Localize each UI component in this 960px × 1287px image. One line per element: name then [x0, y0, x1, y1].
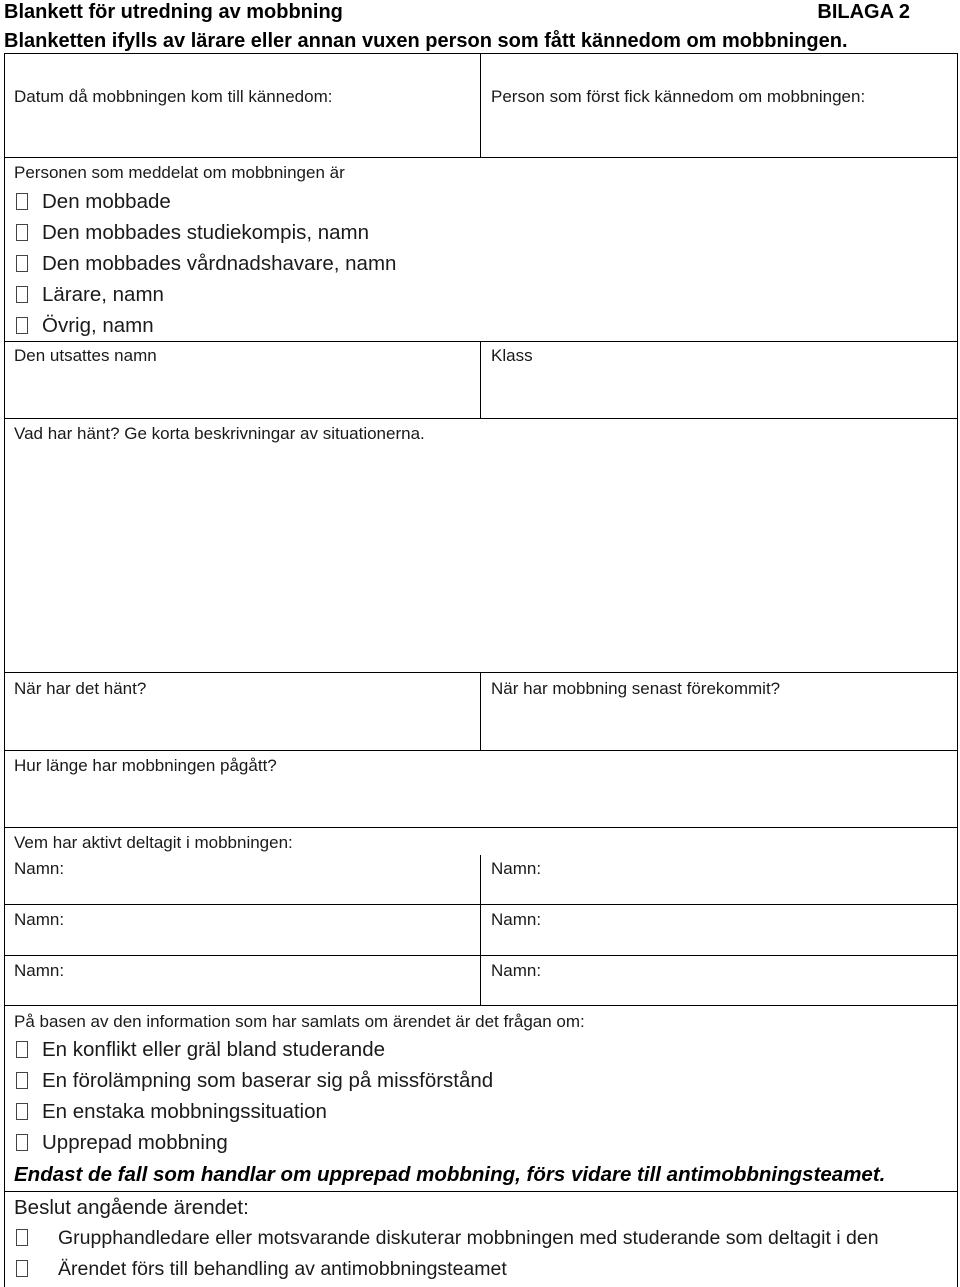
assessment-option-konflikt[interactable]: [16, 1037, 385, 1063]
col-divider-row1: [480, 53, 481, 158]
option-label: En konflikt eller gräl bland studerande: [42, 1038, 386, 1061]
participant-name-label: Namn:: [491, 961, 542, 980]
names-divider-1: [4, 904, 958, 905]
date-known-label: Datum då mobbningen kom till kännedom:: [14, 87, 333, 106]
reporter-option-larare[interactable]: [16, 282, 164, 308]
checkbox[interactable]: [16, 1134, 28, 1151]
when-happened-label: När har det hänt?: [14, 679, 147, 698]
assessment-heading: På basen av den information som har samlats om ärendet är det frågan om:: [14, 1012, 585, 1031]
assessment-option-forolampning[interactable]: [16, 1068, 493, 1094]
decision-option-grupphandledare[interactable]: [16, 1225, 879, 1251]
checkbox[interactable]: [16, 1260, 28, 1277]
option-label: Övrig, namn: [42, 314, 154, 337]
checkbox[interactable]: [16, 255, 28, 272]
participant-name-label: Namn:: [491, 859, 542, 878]
row-divider-6: [4, 827, 958, 828]
assessment-option-enstaka[interactable]: [16, 1099, 327, 1125]
appendix-label: BILAGA 2: [817, 1, 910, 23]
row-divider-3: [4, 418, 958, 419]
form-title: Blankett för utredning av mobbning: [4, 1, 343, 23]
assessment-option-upprepad[interactable]: [16, 1130, 228, 1156]
class-label: Klass: [491, 346, 533, 365]
last-occurrence-label: När har mobbning senast förekommit?: [491, 679, 781, 698]
checkbox[interactable]: [16, 1041, 28, 1058]
checkbox[interactable]: [16, 1072, 28, 1089]
reporter-option-vardnadshavare[interactable]: [16, 251, 396, 277]
option-label: En enstaka mobbningssituation: [42, 1100, 327, 1123]
row-divider-4: [4, 672, 958, 673]
what-happened-label: Vad har hänt? Ge korta beskrivningar av situationerna.: [14, 424, 425, 443]
reporter-option-mobbade[interactable]: [16, 189, 171, 215]
table-border-right: [957, 53, 958, 1287]
decision-heading: Beslut angående ärendet:: [14, 1196, 249, 1219]
checkbox[interactable]: [16, 1229, 28, 1246]
option-label: Upprepad mobbning: [42, 1131, 228, 1154]
names-divider-2: [4, 955, 958, 956]
assessment-note: Endast de fall som handlar om upprepad mobbning, förs vidare till antimobbningsteamet.: [14, 1163, 886, 1186]
decision-option-antimobbningsteam[interactable]: [16, 1256, 507, 1282]
option-label: Lärare, namn: [42, 283, 164, 306]
col-divider-victim: [480, 341, 481, 419]
participant-name-label: Namn:: [14, 859, 65, 878]
option-label: Den mobbade: [42, 190, 171, 213]
participant-name-label: Namn:: [491, 910, 542, 929]
participant-name-label: Namn:: [14, 961, 65, 980]
row-divider-7: [4, 1005, 958, 1006]
row-divider-2: [4, 341, 958, 342]
checkbox[interactable]: [16, 286, 28, 303]
col-divider-when: [480, 672, 481, 750]
participant-name-label: Namn:: [14, 910, 65, 929]
option-label: En förolämpning som baserar sig på missförstånd: [42, 1069, 494, 1092]
table-border-top: [4, 53, 958, 54]
option-label: Den mobbades vårdnadshavare, namn: [42, 252, 397, 275]
row-divider-1: [4, 157, 958, 158]
first-person-label: Person som först fick kännedom om mobbningen:: [491, 87, 866, 106]
checkbox[interactable]: [16, 224, 28, 241]
checkbox[interactable]: [16, 193, 28, 210]
reporter-heading: Personen som meddelat om mobbningen är: [14, 163, 345, 182]
participants-heading: Vem har aktivt deltagit i mobbningen:: [14, 833, 293, 852]
option-label: Ärendet förs till behandling av antimobbningsteamet: [58, 1258, 507, 1280]
table-border-left: [4, 53, 5, 1287]
option-label: Grupphandledare eller motsvarande diskuterar mobbningen med studerande som deltagit i den: [58, 1227, 879, 1249]
col-divider-names: [480, 855, 481, 1005]
option-label: Den mobbades studiekompis, namn: [42, 221, 370, 244]
form-subtitle: Blanketten ifylls av lärare eller annan vuxen person som fått kännedom om mobbningen.: [4, 30, 848, 52]
checkbox[interactable]: [16, 317, 28, 334]
checkbox[interactable]: [16, 1103, 28, 1120]
row-divider-8: [4, 1191, 958, 1192]
victim-name-label: Den utsattes namn: [14, 346, 157, 365]
reporter-option-studiekompis[interactable]: [16, 220, 369, 246]
reporter-option-ovrig[interactable]: [16, 313, 154, 339]
row-divider-5: [4, 750, 958, 751]
duration-label: Hur länge har mobbningen pågått?: [14, 756, 277, 775]
